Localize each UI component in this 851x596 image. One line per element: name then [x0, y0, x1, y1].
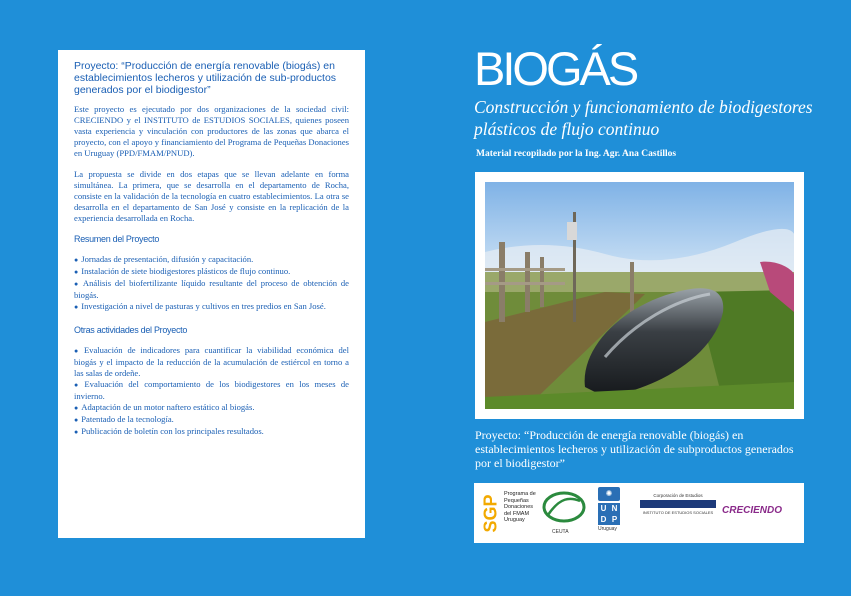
cover-title: BIOGÁS: [474, 42, 637, 95]
list-item: ● Instalación de siete biodigestores plásticos de flujo continuo.: [74, 266, 291, 276]
ies-band-icon: [640, 500, 716, 508]
ies-top-text: Corporación de Estudios: [653, 493, 703, 498]
summary-heading: Resumen del Proyecto: [74, 234, 160, 244]
intro-paragraph: Este proyecto es ejecutado por dos organizaciones de la sociedad civil: CRECIENDO y el INSTITUTO de ESTUDIOS SOCIALES, quienes poseen vasta experiencia y vinculación con productores de las zonas que abarca el proyecto, con el apoyo y financiamiento del Programa de Pequeñas Donaciones en Uruguay (PPD/FMAM/PNUD).: [74, 104, 349, 158]
ies-bottom-text: INSTITUTO DE ESTUDIOS SOCIALES: [642, 510, 714, 515]
bullet-icon: ●: [74, 428, 79, 436]
ies-logo: [640, 493, 716, 533]
list-item: ● Evaluación del comportamiento de los biodigestores en los meses de invierno.: [74, 379, 349, 401]
bullet-icon: ●: [74, 280, 80, 288]
list-item: ● Patentado de la tecnología.: [74, 414, 174, 424]
info-panel: [58, 50, 365, 538]
bullet-icon: ●: [74, 256, 79, 264]
biodigester-photo-illustration: [485, 182, 794, 409]
project-title: Proyecto: “Producción de energía renovable (biogás) en establecimientos lecheros y utilización de sub-productos generados por el biodigestor”: [74, 60, 337, 96]
creciendo-logo: CRECIENDO: [722, 505, 783, 516]
sgp-logo: [480, 489, 538, 539]
ceuta-logo: [540, 487, 588, 539]
undp-letter: D: [598, 514, 609, 525]
sponsor-logos: [474, 483, 804, 543]
undp-letter: U: [598, 503, 609, 514]
bullet-icon: ●: [74, 303, 79, 311]
sgp-text: Programa de Pequeñas Donaciones del FMAM Uruguay: [504, 491, 536, 523]
undp-logo: [598, 487, 624, 539]
list-item: ● Análisis del biofertilizante líquido resultante del proceso de obtención de biogás.: [74, 278, 349, 300]
list-item: ● Evaluación de indicadores para cuantificar la viabilidad económica del biogás y el impacto de la reducción de la acumulación de estiércol en torno a las salas de ordeñe.: [74, 345, 349, 378]
author-credit: Material recopilado por la Ing. Agr. Ana Castillos: [476, 149, 677, 159]
un-emblem-icon: ✺: [598, 487, 620, 501]
stages-paragraph: La propuesta se divide en dos etapas que se llevan adelante en forma simultánea. La primera, que se desarrolla en el departamento de Rocha, consiste en la validación de la tecnología en cuatro establecimientos. La otra se desarrolla en el departamento de San José y consiste en la replicación de la experiencia desarrollada en Rocha.: [74, 169, 349, 223]
cover-subtitle: Construcción y funcionamiento de biodigestores plásticos de flujo continuo: [474, 97, 813, 139]
other-activities-list: [74, 345, 349, 438]
other-activities-heading: Otras actividades del Proyecto: [74, 325, 188, 335]
undp-letter: N: [609, 503, 620, 514]
ceuta-label: CEUTA: [552, 529, 569, 535]
bullet-icon: ●: [74, 381, 82, 389]
sgp-abbr: SGP: [480, 494, 501, 533]
list-item: ● Adaptación de un motor naftero estático al biogás.: [74, 402, 255, 412]
list-item: ● Publicación de boletín con los principales resultados.: [74, 426, 264, 436]
bullet-icon: ●: [74, 268, 79, 276]
undp-country: Uruguay: [598, 526, 617, 532]
summary-list: [74, 254, 349, 313]
project-caption: Proyecto: “Producción de energía renovable (biogás) en establecimientos lecheros y utilización de subproductos generados por el biodigestor”: [475, 428, 794, 470]
list-item: ● Investigación a nivel de pasturas y cultivos en tres predios en San José.: [74, 301, 326, 311]
bullet-icon: ●: [74, 416, 79, 424]
list-item: ● Jornadas de presentación, difusión y capacitación.: [74, 254, 254, 264]
bullet-icon: ●: [74, 347, 81, 355]
ceuta-emblem-icon: [540, 487, 588, 529]
bullet-icon: ●: [74, 404, 79, 412]
undp-letter: P: [609, 514, 620, 525]
biodigester-photo: [475, 172, 804, 419]
